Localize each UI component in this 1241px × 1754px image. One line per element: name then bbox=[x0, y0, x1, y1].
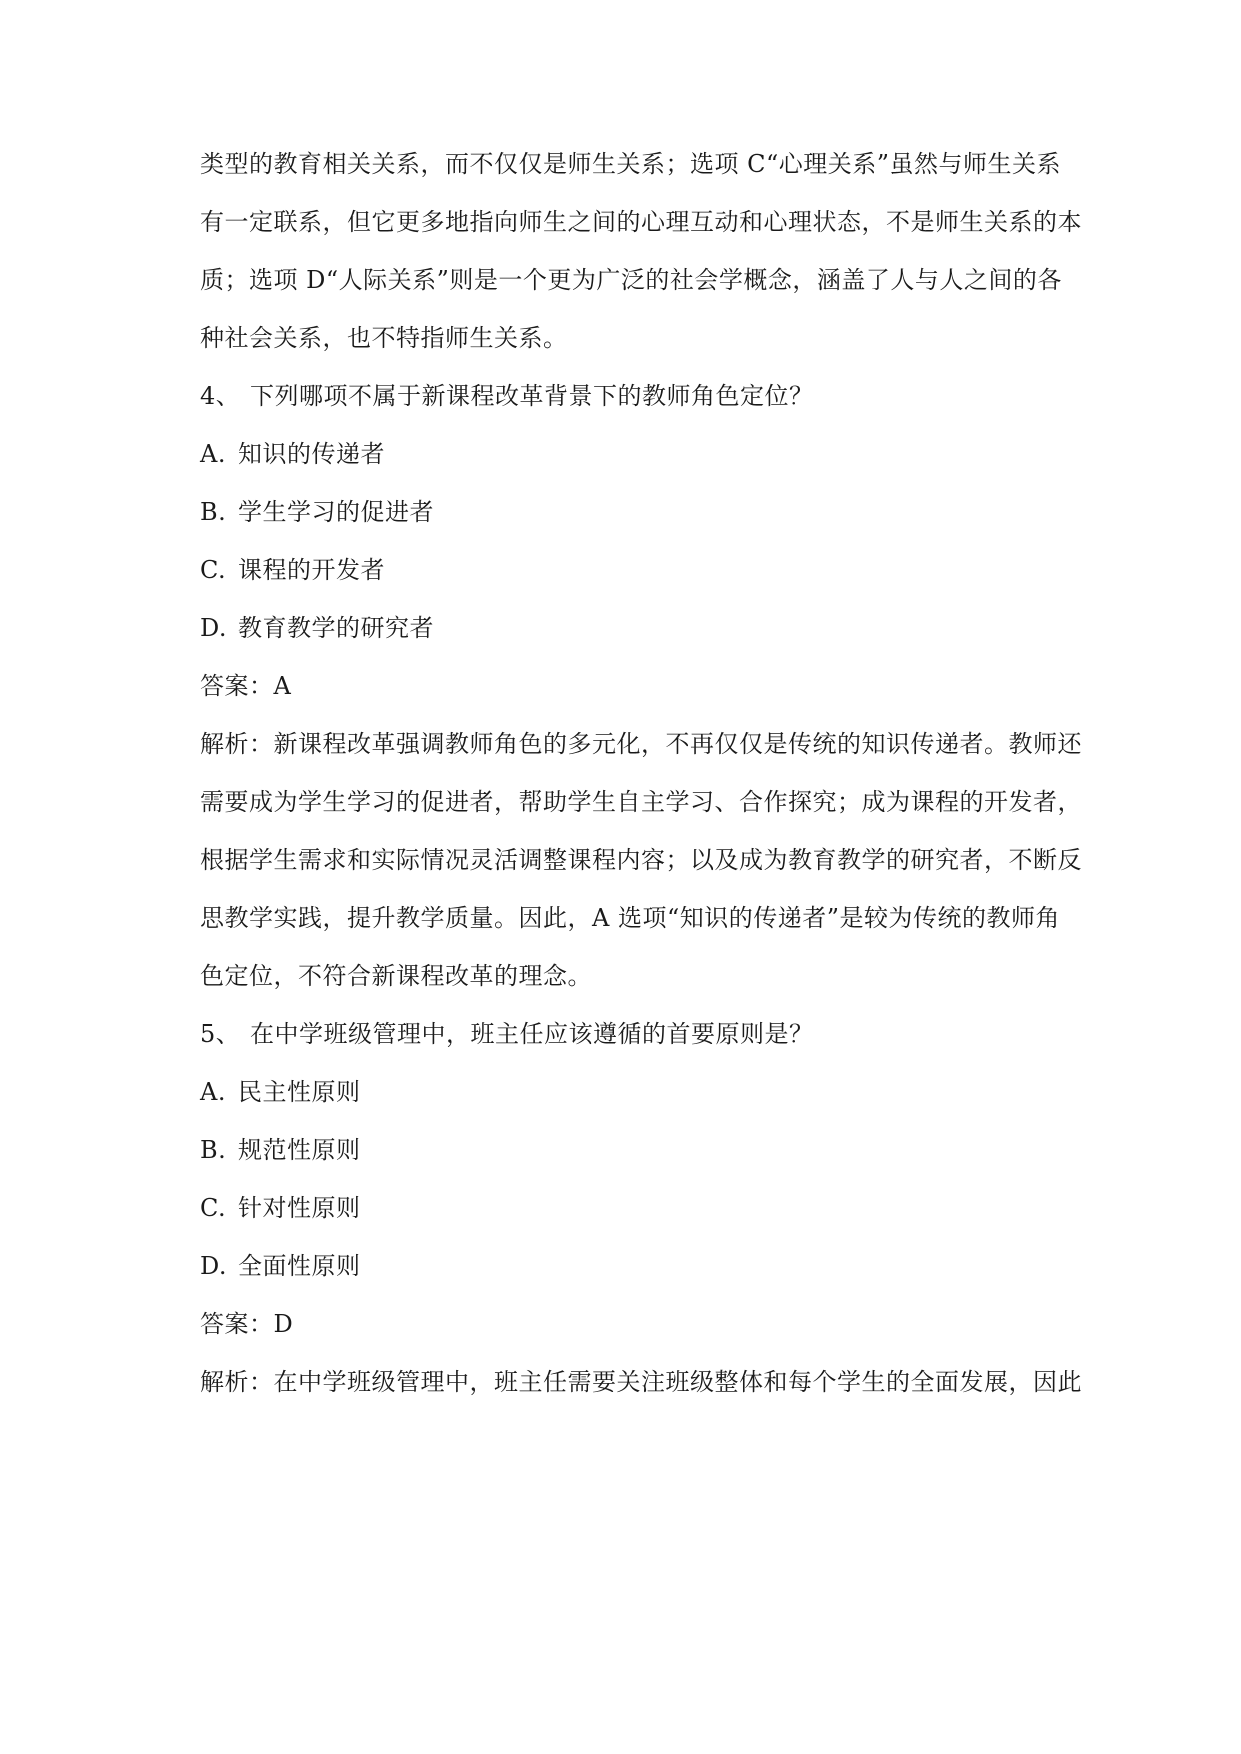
question-4-number: 4、 bbox=[200, 382, 241, 410]
question-4-option-c bbox=[200, 554, 1100, 586]
prev-explanation-line-1: 类型的教育相关关系，而不仅仅是师生关系；选项 C“心理关系”虽然与师生关系 bbox=[200, 150, 1062, 178]
question-4-option-a bbox=[200, 438, 1100, 470]
question-5-option-d bbox=[200, 1250, 1100, 1282]
question-5-option-a bbox=[200, 1076, 1100, 1108]
question-4-option-b bbox=[200, 496, 1100, 528]
question-5-explanation-line-1: 解析：在中学班级管理中，班主任需要关注班级整体和每个学生的全面发展，因此 bbox=[200, 1368, 1082, 1396]
option-text: 学生学习的促进者 bbox=[238, 498, 434, 526]
option-text: 教育教学的研究者 bbox=[238, 614, 434, 642]
option-letter: C. bbox=[200, 556, 227, 584]
question-5-answer: 答案：D bbox=[200, 1310, 294, 1338]
prev-explanation-line-4: 种社会关系，也不特指师生关系。 bbox=[200, 324, 568, 352]
option-letter: D. bbox=[200, 614, 228, 642]
question-4-explanation-line-1: 解析：新课程改革强调教师角色的多元化，不再仅仅是传统的知识传递者。教师还 bbox=[200, 730, 1082, 758]
question-4-heading bbox=[200, 380, 1100, 412]
option-text: 规范性原则 bbox=[238, 1136, 361, 1164]
question-5-option-c bbox=[200, 1192, 1100, 1224]
question-5-number: 5、 bbox=[200, 1020, 241, 1048]
option-text: 全面性原则 bbox=[238, 1252, 361, 1280]
option-letter: B. bbox=[200, 498, 227, 526]
option-letter: B. bbox=[200, 1136, 227, 1164]
option-letter: A. bbox=[200, 1078, 226, 1106]
prev-explanation-line-2: 有一定联系，但它更多地指向师生之间的心理互动和心理状态，不是师生关系的本 bbox=[200, 208, 1082, 236]
question-5-option-b bbox=[200, 1134, 1100, 1166]
option-letter: C. bbox=[200, 1194, 227, 1222]
question-5-heading bbox=[200, 1018, 1100, 1050]
question-4-explanation-line-4: 思教学实践，提升教学质量。因此，A 选项“知识的传递者”是较为传统的教师角 bbox=[200, 904, 1060, 932]
option-letter: D. bbox=[200, 1252, 228, 1280]
option-text: 课程的开发者 bbox=[238, 556, 385, 584]
question-4-explanation-line-3: 根据学生需求和实际情况灵活调整课程内容；以及成为教育教学的研究者，不断反 bbox=[200, 846, 1082, 874]
option-text: 知识的传递者 bbox=[238, 440, 385, 468]
option-text: 民主性原则 bbox=[238, 1078, 361, 1106]
question-4-text: 下列哪项不属于新课程改革背景下的教师角色定位？ bbox=[250, 382, 814, 410]
question-4-explanation-line-2: 需要成为学生学习的促进者，帮助学生自主学习、合作探究；成为课程的开发者， bbox=[200, 788, 1082, 816]
question-4-explanation-line-5: 色定位，不符合新课程改革的理念。 bbox=[200, 962, 592, 990]
option-letter: A. bbox=[200, 440, 226, 468]
question-4-option-d bbox=[200, 612, 1100, 644]
question-5-text: 在中学班级管理中，班主任应该遵循的首要原则是？ bbox=[250, 1020, 814, 1048]
option-text: 针对性原则 bbox=[238, 1194, 361, 1222]
question-4-answer: 答案：A bbox=[200, 672, 292, 700]
prev-explanation-line-3: 质；选项 D“人际关系”则是一个更为广泛的社会学概念，涵盖了人与人之间的各 bbox=[200, 266, 1062, 294]
